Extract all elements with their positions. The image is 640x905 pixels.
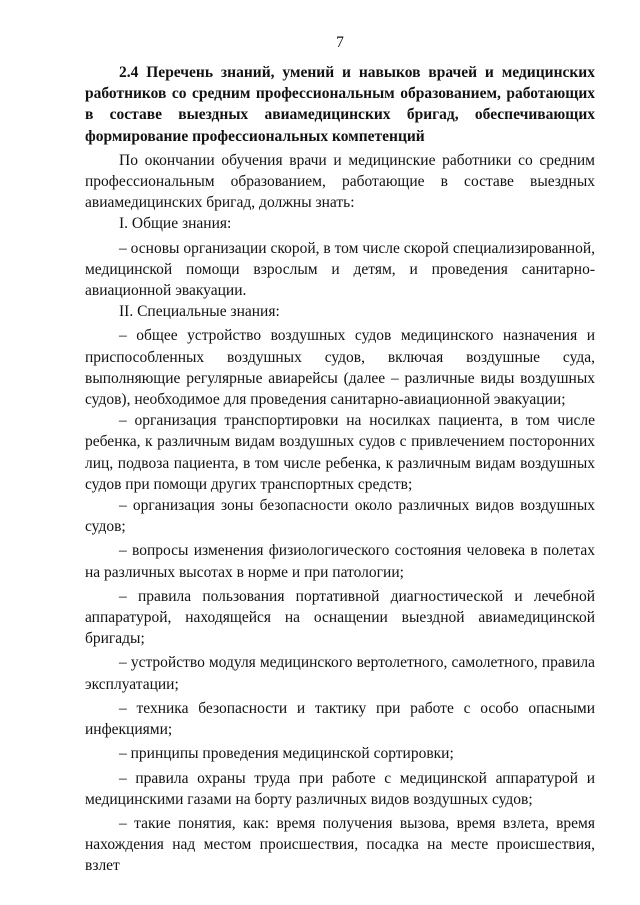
section-1-item: – основы организации скорой, в том числе скорой специализированной, медицинской помощи взрослым и детям, и проведения санитарно-авиационной эвакуации. (85, 239, 595, 300)
section-2-item: – устройство модуля медицинского вертолетного, самолетного, правила эксплуатации; (85, 654, 595, 693)
document-body (85, 62, 595, 877)
section-2-item: – принципы проведения медицинской сортировки; (119, 745, 454, 763)
section-2-item: – организация транспортировки на носилках пациента, в том числе ребенка, к различным видам воздушных судов с привлечением посторонних лиц, подвоза пациента, в том числе ребенка, к различным видам воздушных судов при помощи других транспортных средств; (85, 412, 595, 493)
section-2-item: – организация зоны безопасности около различных видов воздушных судов; (85, 497, 595, 536)
section-2-item: – техника безопасности и тактику при работе с особо опасными инфекциями; (85, 699, 595, 739)
section-2-item: – вопросы изменения физиологического состояния человека в полетах на различных высотах в норме и при патологии; (85, 542, 595, 581)
section-2-label: II. Специальные знания: (119, 303, 280, 321)
section-2-item: – правила охраны труда при работе с медицинской аппаратурой и медицинскими газами на борту различных видов воздушных судов; (85, 769, 595, 808)
section-2-item: – такие понятия, как: время получения вызова, время взлета, время нахождения над местом происшествия, посадка на месте происшествия, взлет (85, 814, 595, 875)
section-2-item: – общее устройство воздушных судов медицинского назначения и приспособленных воздушных судов, включая воздушные суда, выполняющие регулярные авиарейсы (далее – различные виды воздушных судов), необходимое для проведения санитарно-авиационной эвакуации; (85, 327, 595, 409)
intro-paragraph: По окончании обучения врачи и медицинские работники со средним профессиональным образованием, работающие в составе выездных авиамедицинских бригад, должны знать: (85, 151, 595, 212)
section-2-item: – правила пользования портативной диагностической и лечебной аппаратурой, находящейся на оснащении выездной авиамедицинской бригады; (85, 587, 595, 648)
page-number: 7 (336, 34, 344, 51)
section-1-label: I. Общие знания: (119, 215, 232, 233)
section-heading: 2.4 Перечень знаний, умений и навыков врачей и медицинских работников со средним профессиональным образованием, работающих в составе выездных авиамедицинских бригад, обеспечивающих формирование профессиональных компетенций (85, 64, 595, 145)
